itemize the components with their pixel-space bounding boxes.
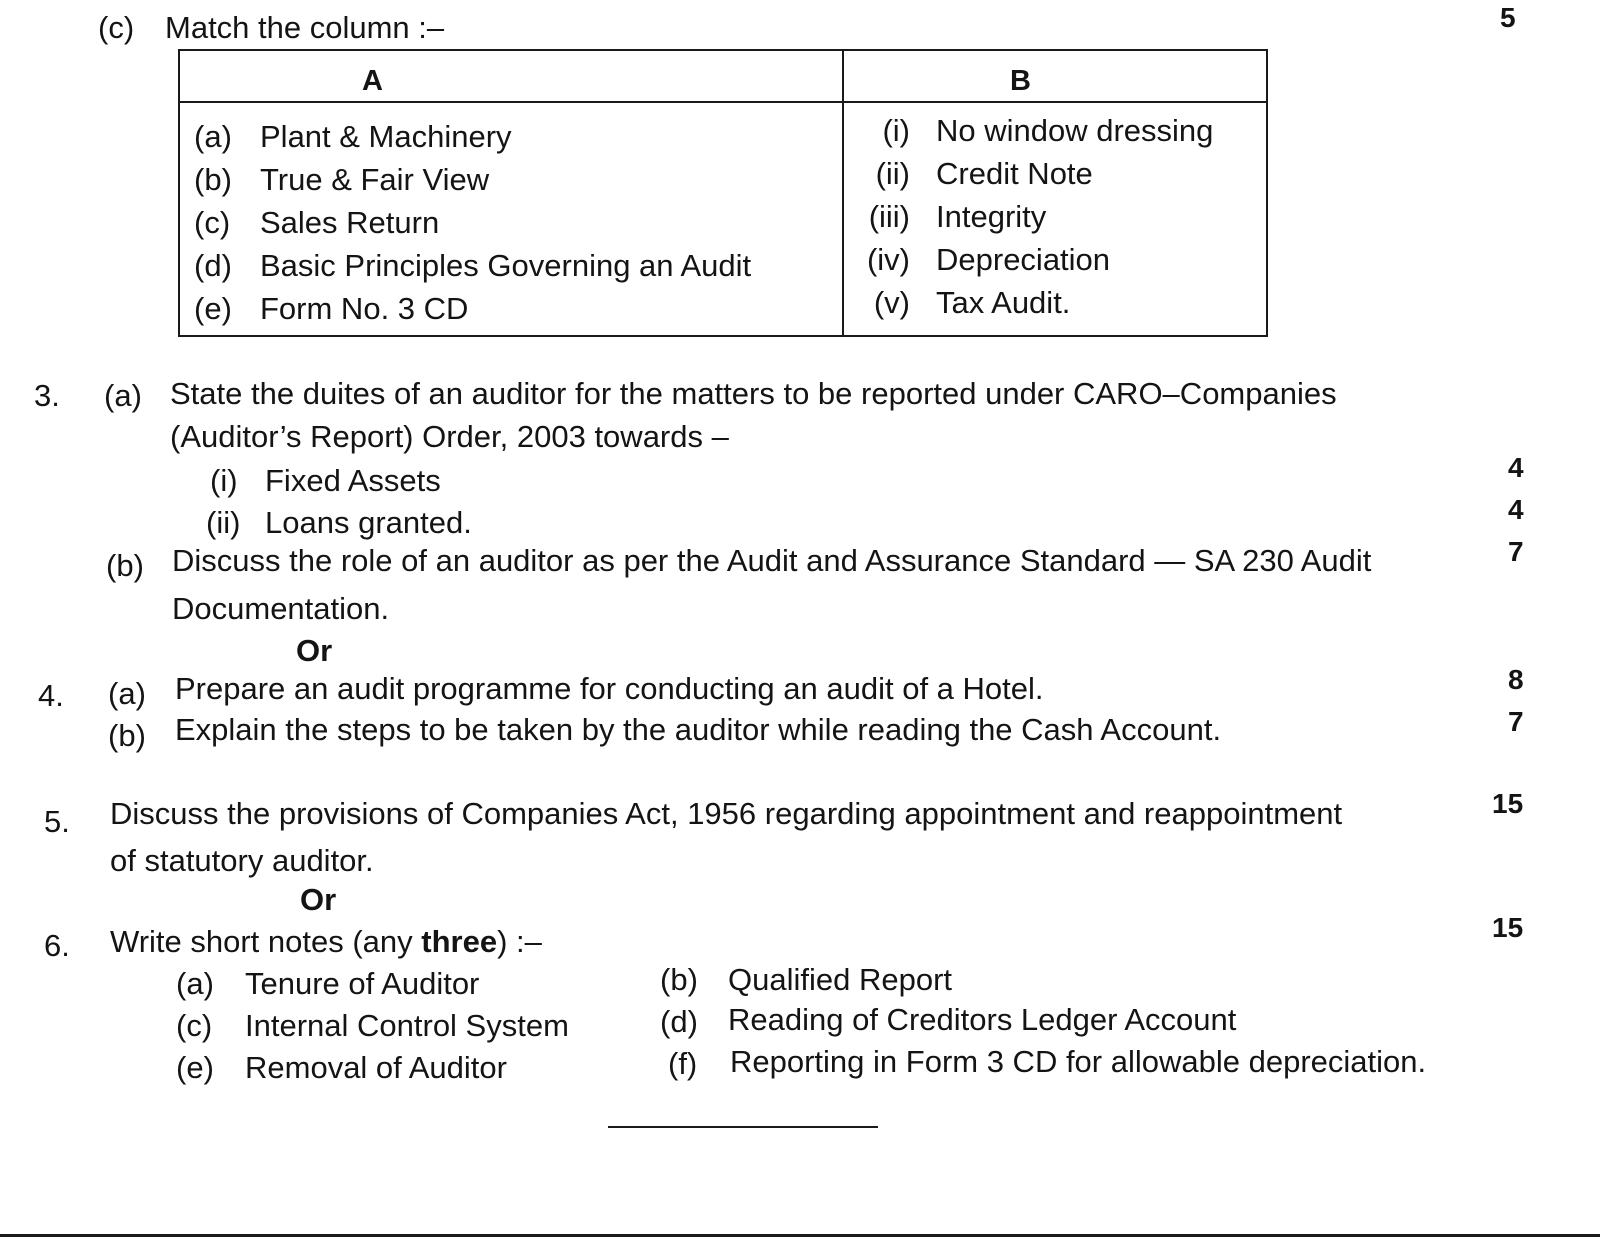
q2c-label: (c) [98,10,135,45]
q3a-sub-text: Loans granted. [265,505,472,540]
q5-number: 5. [44,804,70,839]
column-b-item [848,244,1110,275]
column-divider [842,51,844,335]
column-a-item-text: Sales Return [260,205,440,240]
note-text: Reading of Creditors Ledger Account [728,1002,1237,1037]
column-b-item-text: Depreciation [936,242,1111,277]
q3a-sub-label: (ii) [206,505,241,540]
column-b-item-text: Integrity [936,199,1047,234]
q2c-text: Match the column :– [165,10,445,45]
q2c-marks: 5 [1500,2,1516,33]
column-a-item-text: Basic Principles Governing an Audit [260,248,752,283]
column-a-item-label: (b) [194,162,232,197]
or-divider-2: Or [300,882,337,917]
header-rule [180,101,1266,103]
column-a-item [194,164,489,195]
q5-marks: 15 [1492,788,1524,819]
note-label: (f) [668,1046,698,1081]
q4b-label: (b) [108,718,146,753]
note-label: (e) [176,1050,214,1085]
column-a-item-text: Form No. 3 CD [260,291,469,326]
note-text: Internal Control System [245,1008,569,1043]
q3a-sub-label: (i) [210,463,238,498]
note-label: (c) [176,1008,213,1043]
column-b-item [848,115,1213,146]
q3a-sub-marks: 4 [1508,452,1524,483]
column-a-item-text: True & Fair View [260,162,490,197]
q3a-text-line1: State the duites of an auditor for the matters to be reported under CARO–Companies [170,376,1337,411]
q3-number: 3. [34,378,60,413]
column-b-item [848,158,1093,189]
column-b-item-label: (ii) [875,156,910,191]
column-a-item-label: (e) [194,291,232,326]
q4b-marks: 7 [1508,706,1524,737]
column-b-item-label: (v) [873,285,910,320]
page-bottom-rule [0,1234,1600,1237]
note-text: Qualified Report [728,962,953,997]
q3b-marks: 7 [1508,536,1524,567]
q6-text-before: Write short notes (any [110,924,422,959]
column-b-item-label: (i) [882,113,910,148]
q3b-text-line2: Documentation. [172,591,390,626]
q6-number: 6. [44,928,70,963]
q6-text [110,926,542,957]
column-b-item-label: (iv) [866,242,910,277]
note-label: (b) [660,962,698,997]
q3a-text-line2: (Auditor’s Report) Order, 2003 towards – [170,419,729,454]
column-b-item-text: Tax Audit. [936,285,1071,320]
column-b-item [848,201,1046,232]
column-a-item-label: (a) [194,119,232,154]
q3a-sub-text: Fixed Assets [265,463,441,498]
column-b-item [848,287,1070,318]
note-text: Tenure of Auditor [245,966,480,1001]
q4-number: 4. [38,678,64,713]
q3b-label: (b) [106,548,144,583]
q4a-marks: 8 [1508,664,1524,695]
q4a-label: (a) [108,676,146,711]
column-a-item-label: (c) [194,205,231,240]
column-b-header: B [1010,65,1031,97]
note-label: (a) [176,966,214,1001]
q3b-text-line1: Discuss the role of an auditor as per the Audit and Assurance Standard — SA 230 Audit [172,543,1372,578]
column-a-item [194,121,512,152]
q3a-label: (a) [104,378,142,413]
column-a-item [194,293,468,324]
q4a-text: Prepare an audit programme for conducting an audit of a Hotel. [175,671,1044,706]
column-a-item-text: Plant & Machinery [260,119,512,154]
note-text: Reporting in Form 3 CD for allowable depreciation. [730,1044,1427,1079]
match-table [178,49,1268,337]
q5-text-line2: of statutory auditor. [110,843,374,878]
or-divider-1: Or [296,633,333,668]
column-b-item-label: (iii) [868,199,910,234]
column-a-header: A [362,65,383,97]
q6-text-after: ) :– [497,924,542,959]
q3a-sub-marks: 4 [1508,494,1524,525]
q6-marks: 15 [1492,912,1524,943]
note-label: (d) [660,1004,698,1039]
column-b-item-text: No window dressing [936,113,1214,148]
note-text: Removal of Auditor [245,1050,507,1085]
column-a-item [194,250,751,281]
column-b-item-text: Credit Note [936,156,1093,191]
end-rule [608,1126,878,1128]
q5-text-line1: Discuss the provisions of Companies Act, 1956 regarding appointment and reappointment [110,796,1343,831]
column-a-item-label: (d) [194,248,232,283]
q4b-text: Explain the steps to be taken by the auditor while reading the Cash Account. [175,712,1222,747]
q6-text-bold: three [421,924,498,959]
column-a-item [194,207,439,238]
